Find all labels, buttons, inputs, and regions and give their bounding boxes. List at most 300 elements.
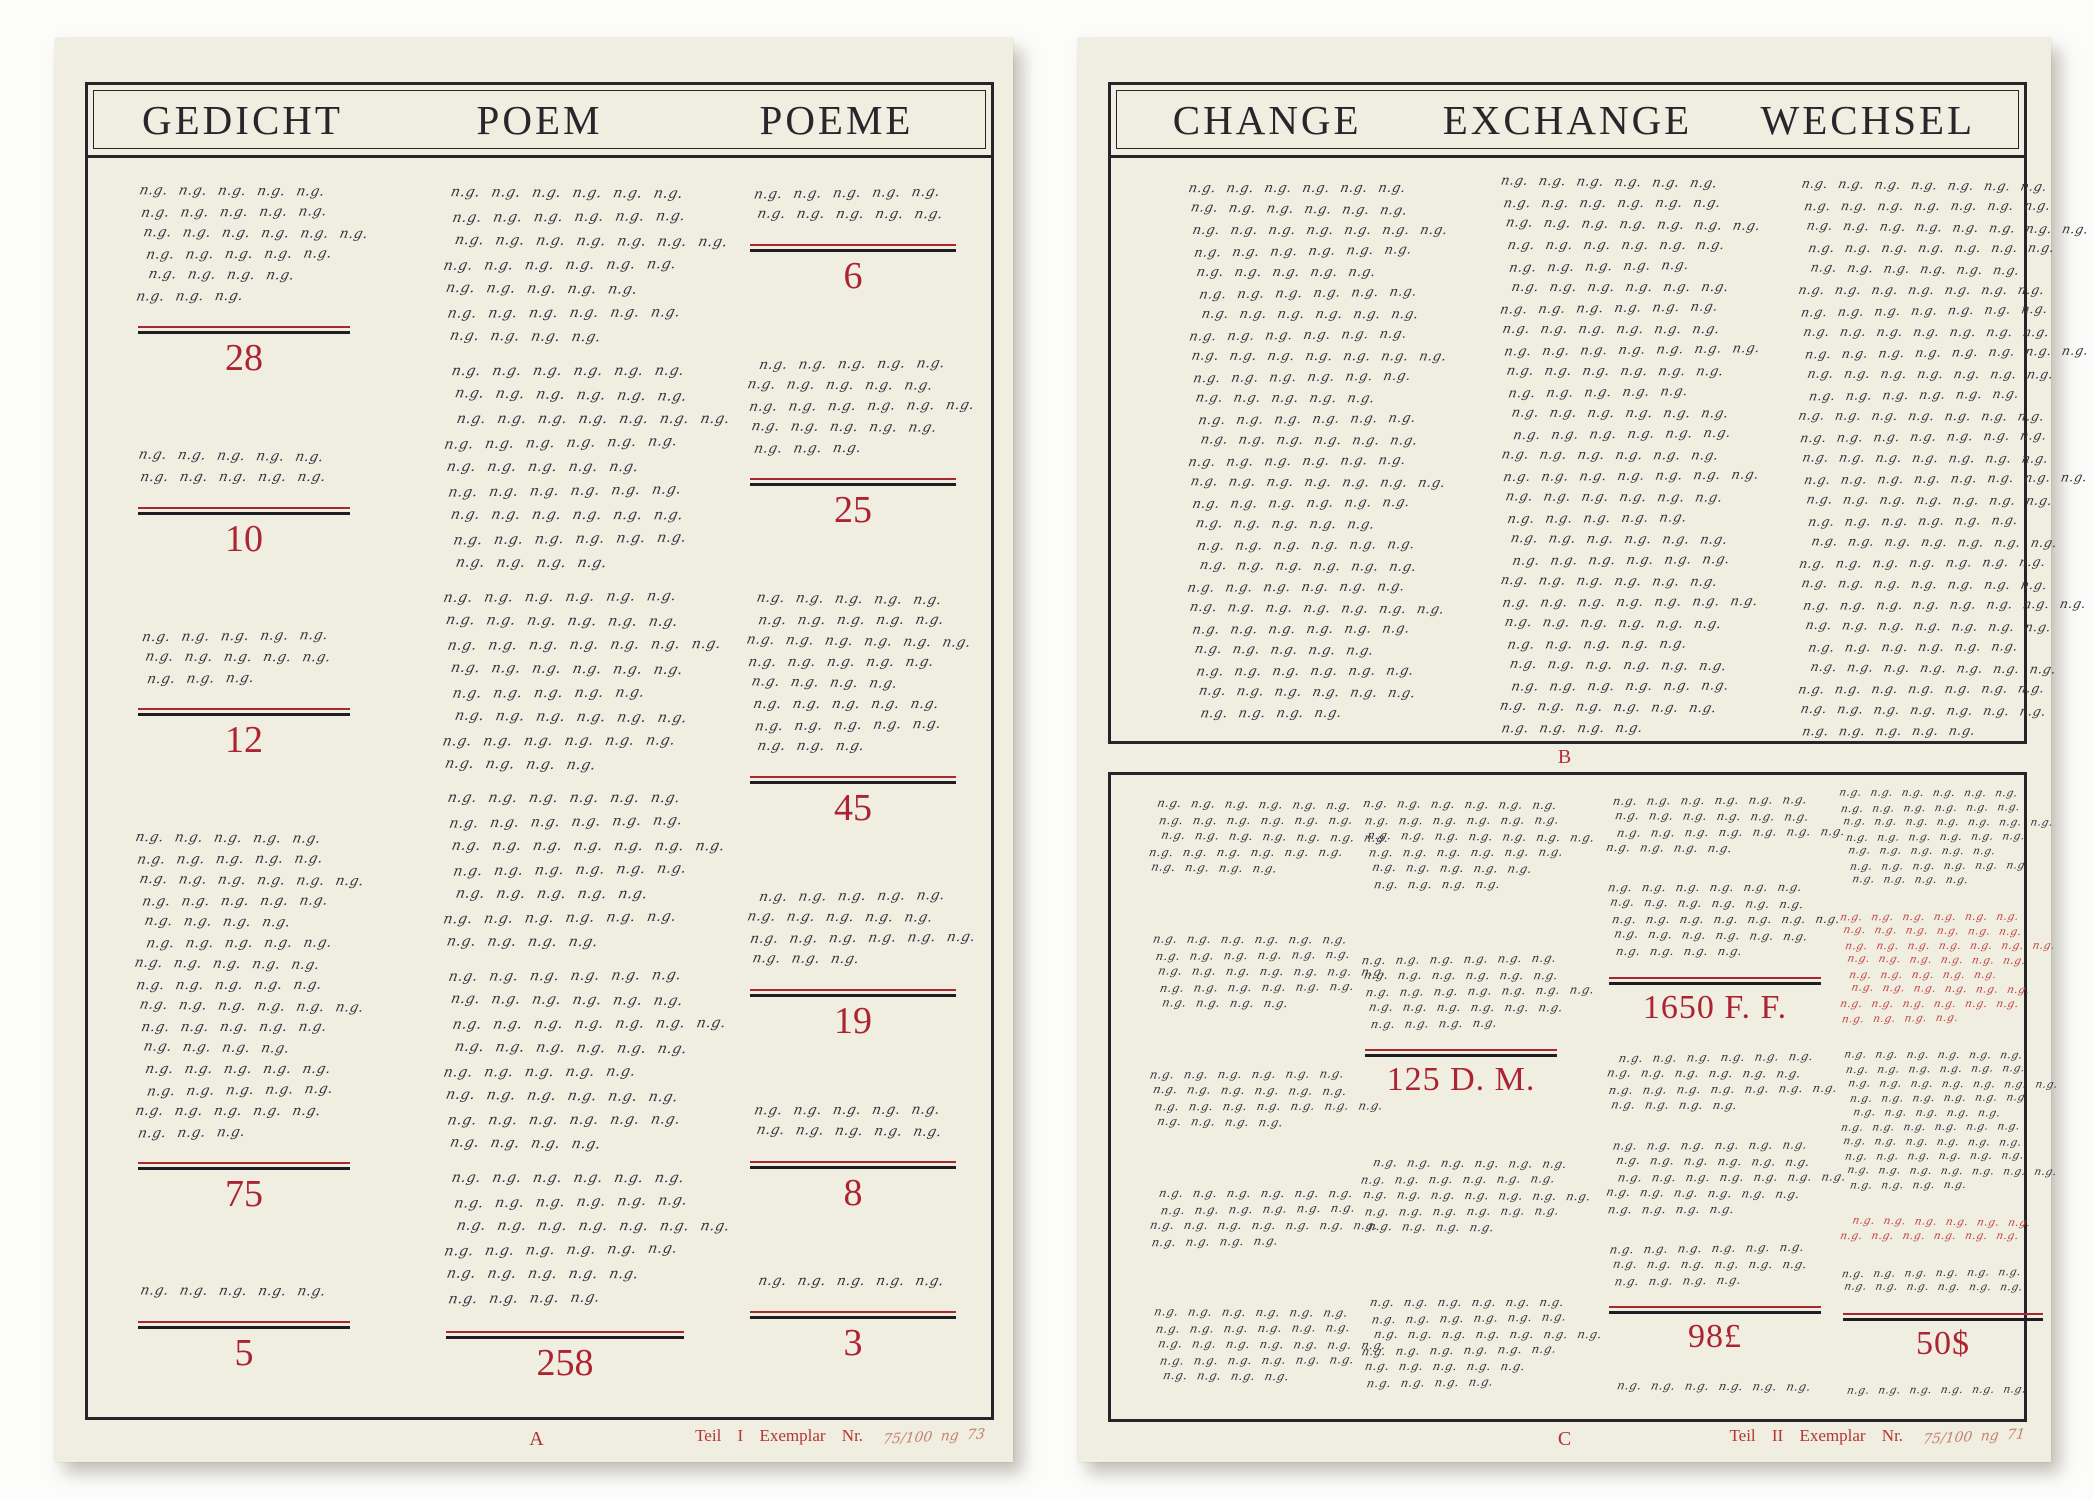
scribble-line: n.g. n.g. n.g. n.g. n.g. n.g. n.g. [451,1015,728,1034]
scribble-line: n.g. n.g. n.g. n.g. n.g. n.g. [1511,425,1733,444]
tally [750,475,956,532]
scribble-line: n.g. n.g. n.g. n.g. n.g. n.g. n.g. [1799,300,2050,320]
scribble-line: n.g. n.g. n.g. n.g. n.g. n.g. n.g. [1148,1217,1380,1233]
poem-block [1604,1137,1848,1218]
scribble-line: n.g. n.g. n.g. n.g. n.g. n.g. [1197,683,1418,702]
scribble-line: n.g. n.g. n.g. n.g. n.g. n.g. [449,659,685,678]
scribble-line: n.g. n.g. n.g. n.g. n.g. [1847,844,1997,858]
tally-value: 8 [843,1171,863,1214]
tally-rule [138,512,350,515]
scribble-line: n.g. n.g. n.g. n.g. n.g. n.g. [1809,259,2022,278]
scribble-line: n.g. n.g. n.g. n.g. n.g. n.g. n.g. [1809,658,2059,677]
scribble-line: n.g. n.g. n.g. n.g. n.g. n.g. [1510,279,1731,296]
scribble-line: n.g. n.g. n.g. n.g. [1840,1011,1960,1026]
scribble-line: n.g. n.g. n.g. n.g. n.g. n.g. [1194,663,1416,680]
scribble-line: n.g. n.g. n.g. n.g. n.g. n.g. [446,790,682,807]
tally-value: 75 [225,1172,263,1215]
scribble-line: n.g. n.g. n.g. n.g. n.g. n.g. n.g. [1616,1169,1848,1185]
scribble-line: n.g. n.g. n.g. n.g. n.g. n.g. [1839,800,2022,815]
tally-rule [138,331,350,334]
tally [750,1308,956,1365]
poem-block [1840,1265,2043,1362]
poem-block [1604,792,1847,857]
scribble-line: n.g. n.g. n.g. n.g. n.g. n.g. n.g. [1805,491,2055,508]
tally-value: 6 [843,255,863,297]
scribble-line: n.g. n.g. n.g. n.g. n.g. [745,908,935,926]
sheet1-header-box [93,90,986,149]
scribble-line: n.g. n.g. n.g. n.g. n.g. [1195,264,1378,281]
scribble-line: n.g. n.g. n.g. n.g. n.g. [144,245,334,263]
scribble-line: n.g. n.g. n.g. n.g. n.g. n.g. [1614,1152,1812,1169]
scribble-line: n.g. n.g. n.g. n.g. n.g. n.g. n.g. [1842,815,2055,829]
scribble-line: n.g. n.g. n.g. [750,950,862,968]
sheet1-frame [85,82,994,1420]
scribble-line: n.g. n.g. n.g. n.g. n.g. n.g. [1510,405,1731,422]
scribble-line: n.g. n.g. n.g. n.g. n.g. [1852,1105,2002,1120]
scribble-line: n.g. n.g. n.g. n.g. n.g. n.g. [441,909,679,928]
scribble-line: n.g. n.g. n.g. n.g. n.g. n.g. [442,256,679,274]
scribble-line: n.g. n.g. n.g. n.g. n.g. [1363,1358,1527,1374]
scribble-line: n.g. n.g. n.g. n.g. [1155,1113,1285,1130]
tally [750,241,956,298]
tally-value: 1650 F. F. [1642,989,1788,1027]
scribble-line: n.g. n.g. n.g. n.g. n.g. [757,355,947,374]
scribble-line: n.g. n.g. n.g. n.g. n.g. n.g. [1190,495,1412,512]
scribble-line: n.g. n.g. n.g. n.g. n.g. n.g. [1361,795,1559,813]
scribble-line: n.g. n.g. n.g. n.g. n.g. n.g. [1185,579,1407,596]
poem-block [1148,1066,1385,1131]
scribble-line: n.g. n.g. n.g. n.g. n.g. [138,468,328,485]
scribble-line: n.g. n.g. n.g. n.g. n.g. n.g. [446,481,684,501]
scribble-line: n.g. n.g. n.g. n.g. n.g. n.g. [451,529,689,549]
scribble-line: n.g. n.g. n.g. n.g. n.g. n.g. n.g. [1156,963,1388,979]
sheet-teil-1 [55,38,1013,1462]
scribble-line: n.g. n.g. n.g. n.g. n.g. n.g. [1505,363,1726,380]
poem-block [1838,1214,2043,1245]
scribble-line: n.g. n.g. n.g. n.g. n.g. n.g. [1151,931,1349,947]
tally-value: 19 [834,1000,872,1043]
poem-block [1839,1048,2060,1194]
tally-value: 25 [834,489,872,532]
scribble-line: n.g. n.g. n.g. n.g. n.g. [1505,636,1689,653]
scribble-line: n.g. n.g. n.g. n.g. n.g. n.g. [1158,1352,1356,1368]
tally-value: 5 [234,1332,254,1375]
scribble-line: n.g. n.g. n.g. n.g. n.g. n.g. n.g. [1502,341,1762,360]
scribble-line: n.g. n.g. n.g. n.g. n.g. n.g. [1617,1049,1815,1066]
scribble-line: n.g. n.g. n.g. n.g. n.g. n.g. [1843,1281,2025,1294]
scribble-line: n.g. n.g. n.g. n.g. n.g. n.g. [1371,1155,1569,1172]
scribble-line: n.g. n.g. n.g. n.g. n.g. n.g. [1844,829,2027,844]
tally-rule [1609,1311,1821,1314]
scribble-line: n.g. n.g. n.g. n.g. n.g. n.g. [1806,638,2020,655]
scribble-line: n.g. n.g. n.g. n.g. [1365,1374,1495,1391]
scribble-line: n.g. n.g. n.g. n.g. n.g. [755,1121,944,1140]
scribble-line: n.g. n.g. n.g. n.g. n.g. n.g. n.g. [1610,912,1842,927]
sheet2-header [1111,85,2024,158]
scribble-line: n.g. n.g. n.g. n.g. n.g. n.g. [1843,1048,2025,1062]
poem-block [1838,910,2057,1027]
sheet2-top-column-2 [1498,173,1762,737]
poem-block [442,362,732,579]
scribble-line: n.g. n.g. n.g. n.g. n.g. [1505,510,1689,527]
scribble-line: n.g. n.g. n.g. n.g. [1160,995,1290,1011]
scribble-line: n.g. n.g. n.g. n.g. n.g. [133,1102,323,1119]
scribble-line: n.g. n.g. n.g. [752,440,864,458]
scribble-line: n.g. n.g. n.g. n.g. n.g. n.g. [1500,447,1721,464]
poem-block [1152,1304,1388,1385]
scribble-line: n.g. n.g. n.g. n.g. [1499,720,1645,737]
scribble-line: n.g. n.g. n.g. n.g. n.g. n.g. [1155,795,1353,813]
scribble-line: n.g. n.g. n.g. n.g. n.g. [451,684,647,702]
scribble-line: n.g. n.g. n.g. n.g. n.g. n.g. [1200,306,1421,323]
scribble-line: n.g. n.g. n.g. n.g. [1198,705,1344,722]
scribble-line: n.g. n.g. n.g. n.g. n.g. n.g. [1190,621,1412,638]
poem-block [750,1102,956,1215]
scribble-line: n.g. n.g. n.g. n.g. n.g. n.g. [1838,910,2021,923]
scribble-line: n.g. n.g. n.g. n.g. n.g. n.g. n.g. [1847,1077,2060,1091]
scribble-line: n.g. n.g. n.g. n.g. n.g. n.g. [1840,1265,2023,1281]
scribble-line: n.g. n.g. n.g. n.g. n.g. n.g. n.g. [455,410,732,427]
tally-value: 3 [843,1322,863,1365]
scribble-line: n.g. n.g. n.g. n.g. n.g. n.g. n.g. [1615,824,1847,840]
scribble-line: n.g. n.g. n.g. n.g. n.g. n.g. [1498,698,1719,717]
scribble-line: n.g. n.g. n.g. n.g. n.g. [1194,390,1377,407]
scribble-line: n.g. n.g. n.g. n.g. n.g. [133,954,322,973]
scribble-line: n.g. n.g. n.g. n.g. n.g. n.g. n.g. [1799,700,2048,719]
poem-block [745,887,978,1043]
poem-block [750,1273,956,1365]
scribble-line: n.g. n.g. n.g. n.g. n.g. n.g. [1506,237,1727,254]
scribble-line: n.g. n.g. n.g. n.g. n.g. n.g. n.g. [1188,599,1447,618]
scribble-line: n.g. n.g. n.g. n.g. [1150,1233,1280,1250]
scribble-line: n.g. n.g. n.g. n.g. n.g. n.g. n.g. [1806,365,2056,382]
scribble-line: n.g. n.g. n.g. n.g. n.g. n.g. n.g. [1501,467,1761,486]
tally [750,986,956,1043]
sheet-teil-2 [1078,38,2091,1462]
scribble-line: n.g. n.g. n.g. n.g. n.g. n.g. n.g. [1800,175,2049,194]
scribble-line: n.g. n.g. n.g. [134,287,246,305]
scribble-line: n.g. n.g. n.g. n.g. n.g. n.g. [452,1192,690,1212]
scribble-line: n.g. n.g. n.g. n.g. n.g. n.g. n.g. [1365,827,1597,845]
scribble-line: n.g. n.g. n.g. n.g. n.g. [143,1060,333,1077]
scribble-line: n.g. n.g. n.g. n.g. n.g. [444,279,640,298]
sheet1-header [88,85,991,158]
scribble-line: n.g. n.g. n.g. n.g. n.g. [757,887,947,906]
tally-value: 45 [834,786,872,829]
scribble-line: n.g. n.g. n.g. n.g. n.g. n.g. [1148,1066,1346,1082]
scribble-line: n.g. n.g. n.g. n.g. [142,1038,292,1057]
scribble-line: n.g. n.g. n.g. n.g. n.g. [137,182,327,200]
sheet1-edition-number-handwritten: 75/100 ng 73 [882,1426,986,1448]
scribble-line: n.g. n.g. n.g. n.g. n.g. n.g. [1199,432,1420,449]
scribble-line: n.g. n.g. n.g. n.g. n.g. n.g. n.g. [1800,575,2050,593]
scribble-line: n.g. n.g. n.g. n.g. n.g. n.g. [1499,573,1720,590]
scribble-line: n.g. n.g. n.g. n.g. n.g. n.g. [141,224,370,242]
scribble-line: n.g. n.g. n.g. n.g. n.g. n.g. [1838,1230,2021,1243]
scribble-line: n.g. n.g. n.g. n.g. n.g. n.g. [449,991,685,1010]
scribble-line: n.g. n.g. n.g. n.g. n.g. n.g. n.g. [1810,533,2060,551]
poem-block [1361,795,1597,893]
sheet2-bottom-column-1 [1147,795,1391,1385]
title-wechsel: WECHSEL [1760,96,1976,143]
scribble-line: n.g. n.g. n.g. n.g. n.g. n.g. [453,1039,689,1058]
scribble-line: n.g. n.g. n.g. n.g. n.g. n.g. [1842,1134,2024,1149]
scribble-line: n.g. n.g. n.g. n.g. n.g. [140,627,330,646]
sheet2-bottom-caption: C [1557,1428,1572,1450]
scribble-line: n.g. n.g. n.g. n.g. n.g. n.g. n.g. [1807,239,2057,256]
scribble-line: n.g. n.g. n.g. n.g. n.g. n.g. [138,870,366,889]
scribble-line: n.g. n.g. n.g. n.g. n.g. n.g. [1159,1200,1357,1218]
scribble-line: n.g. n.g. n.g. n.g. n.g. [745,376,935,395]
tally [1843,1310,2043,1362]
scribble-line: n.g. n.g. n.g. n.g. n.g. n.g. [138,996,366,1016]
scribble-line: n.g. n.g. n.g. n.g. n.g. n.g. n.g. [453,232,730,251]
scribble-line: n.g. n.g. n.g. n.g. [1613,1272,1743,1289]
tally-rule [750,781,956,784]
scribble-line: n.g. n.g. n.g. n.g. n.g. n.g. [1608,894,1806,912]
scribble-line: n.g. n.g. n.g. n.g. n.g. [134,976,324,993]
scribble-line: n.g. n.g. n.g. n.g. n.g. n.g. [1157,812,1355,828]
sheet1-column-2 [441,184,732,1385]
tally-rule [750,249,956,252]
scribble-line: n.g. n.g. n.g. n.g. n.g. [139,203,329,221]
tally [1609,974,1821,1026]
poem-block [441,790,727,958]
scribble-line: n.g. n.g. n.g. n.g. n.g. n.g. n.g. [1191,222,1450,239]
scribble-line: n.g. n.g. n.g. n.g. n.g. [756,1273,946,1290]
scribble-line: n.g. n.g. n.g. n.g. n.g. n.g. [1154,1320,1352,1336]
scribble-line: n.g. n.g. n.g. n.g. [1369,1015,1499,1031]
scribble-line: n.g. n.g. n.g. n.g. n.g. n.g. [1498,299,1720,318]
sheet2-top-caption: B [1557,746,1572,768]
scribble-line: n.g. n.g. n.g. n.g. n.g. n.g. n.g. [1843,939,2057,952]
tally [138,1159,350,1216]
scribble-line: n.g. n.g. n.g. n.g. n.g. n.g. [442,1240,680,1260]
scribble-line: n.g. n.g. n.g. n.g. n.g. [138,1282,328,1300]
tally-rule [138,1167,350,1170]
tally-value: 98£ [1688,1318,1742,1356]
scribble-line: n.g. n.g. n.g. n.g. n.g. n.g. n.g. [446,635,723,654]
sheet2-top-column-3 [1796,175,2091,739]
scribble-line: n.g. n.g. n.g. n.g. n.g. n.g. [1363,1203,1561,1219]
scribble-line: n.g. n.g. n.g. n.g. n.g. n.g. n.g. [1361,1187,1593,1204]
poem-block [134,182,370,380]
scribble-line: n.g. n.g. n.g. n.g. n.g. n.g. [1850,981,2032,997]
tally-value: 10 [225,517,263,560]
scribble-line: n.g. n.g. n.g. n.g. n.g. n.g. [748,929,978,948]
scribble-line: n.g. n.g. n.g. n.g. n.g. n.g. [1502,195,1723,212]
scribble-line: n.g. n.g. n.g. n.g. n.g. [145,1080,335,1100]
scribble-line: n.g. n.g. n.g. n.g. [146,265,297,284]
tally [446,1328,684,1385]
tally-value: 50$ [1916,1324,1970,1362]
title-poeme: POEME [759,96,914,143]
scribble-line: n.g. n.g. n.g. n.g. [1614,944,1744,959]
scribble-line: n.g. n.g. n.g. n.g. n.g. n.g. [1612,926,1810,944]
scribble-line: n.g. n.g. n.g. n.g. n.g. [752,183,942,203]
poem-block [442,967,728,1160]
scribble-line: n.g. n.g. n.g. n.g. [1149,859,1279,876]
title-gedicht: GEDICHT [142,96,343,143]
scribble-line: n.g. n.g. n.g. n.g. n.g. n.g. n.g. [1798,427,2049,446]
sheet1-edition-line [695,1426,985,1446]
scribble-line: n.g. n.g. n.g. n.g. n.g. [1193,641,1376,659]
scribble-line: n.g. n.g. n.g. n.g. n.g. [755,589,944,608]
scribble-line: n.g. n.g. n.g. n.g. n.g. n.g. [446,1111,683,1129]
scribble-line: n.g. n.g. n.g. n.g. n.g. [144,934,334,952]
scribble-line: n.g. n.g. n.g. n.g. n.g. n.g. [441,587,679,606]
tally [750,773,956,830]
tally [1365,1046,1557,1098]
scribble-line: n.g. n.g. n.g. n.g. n.g. n.g. [1807,385,2021,404]
scribble-line: n.g. n.g. n.g. n.g. n.g. [442,1063,638,1081]
scribble-line: n.g. n.g. n.g. n.g. n.g. n.g. [447,967,684,986]
scribble-line: n.g. n.g. n.g. n.g. n.g. n.g. [444,611,680,630]
scribble-line: n.g. n.g. n.g. n.g. [454,554,609,571]
scribble-line: n.g. n.g. n.g. n.g. n.g. [752,1101,942,1119]
scribble-line: n.g. n.g. n.g. n.g. n.g. n.g. n.g. [1159,827,1391,845]
tally-value: 125 D. M. [1386,1060,1536,1098]
scribble-line: n.g. n.g. n.g. n.g. n.g. n.g. [1615,1378,1813,1394]
scribble-line: n.g. n.g. n.g. n.g. n.g. [143,648,333,666]
scribble-line: n.g. n.g. n.g. n.g. n.g. n.g. n.g. [1801,449,2051,466]
scribble-line: n.g. n.g. n.g. n.g. [445,933,600,951]
scribble-line: n.g. n.g. n.g. n.g. n.g. [746,653,936,670]
poem-block [441,587,723,781]
sheet1-column-1 [133,182,370,1375]
scribble-line: n.g. n.g. n.g. n.g. [1372,876,1502,892]
tally-rule [446,1336,684,1339]
poem-block [1360,1294,1604,1391]
scribble-line: n.g. n.g. n.g. n.g. n.g. [445,1265,641,1283]
scribble-line: n.g. n.g. n.g. n.g. n.g. [445,458,641,475]
scribble-line: n.g. n.g. n.g. n.g. n.g. n.g. [1608,1239,1806,1257]
scribble-line: n.g. n.g. n.g. n.g. n.g. [755,205,945,223]
scribble-line: n.g. n.g. n.g. n.g. n.g. n.g. [1187,180,1408,197]
scribble-line: n.g. n.g. n.g. n.g. n.g. n.g. [1508,656,1729,675]
scribble-line: n.g. n.g. n.g. n.g. [1161,1368,1291,1384]
poem-block [1606,880,1842,1027]
scribble-line: n.g. n.g. n.g. n.g. n.g. n.g. [1151,1081,1349,1099]
scribble-line: n.g. n.g. n.g. [136,1123,247,1142]
scribble-line: n.g. n.g. n.g. n.g. n.g. n.g. [442,433,680,453]
tally-rule [1843,1318,2043,1321]
sheet2-edition-line [1729,1426,2025,1446]
scribble-line: n.g. n.g. n.g. n.g. n.g. n.g. [451,860,689,881]
sheet1-edition-label: Teil I Exemplar Nr. [695,1426,864,1445]
tally-rule [750,1166,956,1169]
scribble-line: n.g. n.g. n.g. n.g. n.g. n.g. [1368,1294,1566,1310]
scribble-line: n.g. n.g. n.g. n.g. n.g. n.g. [1367,999,1565,1014]
scribble-line: n.g. n.g. n.g. n.g. n.g. n.g. [1606,880,1804,895]
scribble-line: n.g. n.g. n.g. n.g. n.g. n.g. [446,304,683,322]
scribble-line: n.g. n.g. n.g. n.g. n.g. n.g. [1509,678,1731,695]
scribble-line: n.g. n.g. n.g. n.g. n.g. n.g. n.g. [1189,474,1448,491]
scribble-line: n.g. n.g. n.g. n.g. n.g. n.g. [1851,1214,2033,1229]
scribble-line: n.g. n.g. n.g. n.g. n.g. n.g. [1157,1185,1355,1201]
sheet2-edition-label: Teil II Exemplar Nr. [1729,1426,1904,1445]
scribble-line: n.g. n.g. n.g. n.g. n.g. [133,828,323,847]
scribble-line: n.g. n.g. n.g. n.g. n.g. n.g. n.g. [1364,981,1596,999]
scribble-line: n.g. n.g. n.g. n.g. n.g. n.g. [1613,808,1811,824]
scribble-line: n.g. n.g. n.g. n.g. n.g. n.g. [447,812,685,833]
scribble-line: n.g. n.g. n.g. n.g. n.g. n.g. [1501,321,1722,338]
poem-block [1609,1241,1821,1355]
scribble-line: n.g. n.g. n.g. n.g. n.g. n.g. [441,732,678,750]
scribble-line: n.g. n.g. n.g. n.g. n.g. [751,695,941,712]
scribble-line: n.g. n.g. n.g. n.g. n.g. n.g. [1192,242,1414,261]
scribble-line: n.g. n.g. n.g. n.g. n.g. n.g. [1370,1309,1568,1327]
scribble-line: n.g. n.g. n.g. n.g. n.g. n.g. n.g. [1802,323,2052,340]
poem-block [442,184,730,353]
sheet2-bottom-column-4 [1838,786,2060,1399]
poem-block [1360,950,1596,1098]
scribble-line: n.g. n.g. n.g. n.g. n.g. n.g. [450,208,688,226]
scribble-line: n.g. n.g. n.g. [145,670,257,688]
poem-block [1151,931,1388,1012]
scribble-line: n.g. n.g. n.g. n.g. n.g. n.g. [1367,844,1565,860]
scribble-line: n.g. n.g. n.g. n.g. [446,1289,602,1308]
poem-block [138,628,350,762]
scribble-line: n.g. n.g. n.g. n.g. n.g. [749,418,939,437]
sheet2-edition-number-handwritten: 75/100 ng 71 [1922,1426,2026,1448]
scribble-line: n.g. n.g. n.g. n.g. n.g. n.g. n.g. n.g. [1803,342,2091,362]
scribble-line: n.g. n.g. n.g. n.g. [1848,1179,1968,1192]
scribble-line: n.g. n.g. n.g. n.g. n.g. n.g. n.g. [1797,553,2048,571]
poem-block [745,589,973,830]
scribble-line: n.g. n.g. n.g. n.g. n.g. n.g. n.g. n.g. [1805,217,2091,237]
sheet2-top-frame [1108,82,2091,744]
scribble-line: n.g. n.g. n.g. n.g. [1609,1097,1739,1113]
scribble-line: n.g. n.g. n.g. n.g. n.g. n.g. n.g. [1846,1163,2059,1178]
scribble-line: n.g. n.g. n.g. n.g. n.g. n.g. [1198,557,1419,575]
scribble-line: n.g. n.g. n.g. n.g. n.g. n.g. [1503,614,1724,633]
tally [1609,1303,1821,1355]
scribble-line: n.g. n.g. n.g. n.g. n.g. n.g. [1191,368,1413,387]
poem-block [1843,1384,2043,1399]
poem-block [1838,786,2055,889]
poem-block [442,1169,732,1385]
scribble-line: n.g. n.g. n.g. n.g. n.g. [1370,859,1534,876]
scribble-line: n.g. n.g. n.g. n.g. n.g. n.g. [1196,410,1418,429]
sheet2-bottom-column-2 [1359,795,1604,1391]
poem-block [1796,175,2091,744]
scribble-line: n.g. n.g. n.g. n.g. n.g. n.g. n.g. n.g. [1801,595,2088,613]
poem-block [138,1283,350,1375]
scribble-line: n.g. n.g. n.g. n.g. n.g. [753,715,943,735]
scribble-line: n.g. n.g. n.g. n.g. n.g. n.g. [1842,923,2024,939]
scribble-line: n.g. n.g. n.g. n.g. n.g. n.g. [1359,1171,1557,1188]
scribble-line: n.g. n.g. n.g. n.g. [448,1134,603,1153]
scribble-line: n.g. n.g. n.g. n.g. n.g. n.g. [1360,1341,1558,1359]
scribble-line: n.g. n.g. n.g. n.g. n.g. n.g. n.g. [1190,348,1449,365]
scribble-line: n.g. n.g. n.g. n.g. n.g. n.g. [1360,950,1558,967]
scribble-line: n.g. n.g. n.g. n.g. n.g. [756,611,946,629]
scribble-line: n.g. n.g. n.g. n.g. n.g. n.g. [1838,786,2020,800]
scribble-line: n.g. n.g. n.g. n.g. n.g. n.g. [1187,326,1409,345]
tally-rule [1609,982,1821,985]
tally [138,705,350,762]
scribble-line: n.g. n.g. n.g. n.g. n.g. n.g. [1844,1062,2027,1077]
scribble-line: n.g. n.g. n.g. n.g. n.g. n.g. [1611,1256,1809,1272]
tally-rule [750,994,956,997]
scribble-line: n.g. n.g. n.g. n.g. [443,755,598,774]
scribble-line: n.g. n.g. n.g. n.g. [1851,873,1970,887]
tally [138,323,350,380]
scribble-line: n.g. n.g. n.g. n.g. n.g. [1507,257,1691,276]
poem-block [1609,1379,1821,1395]
poem-block [1185,180,1450,727]
